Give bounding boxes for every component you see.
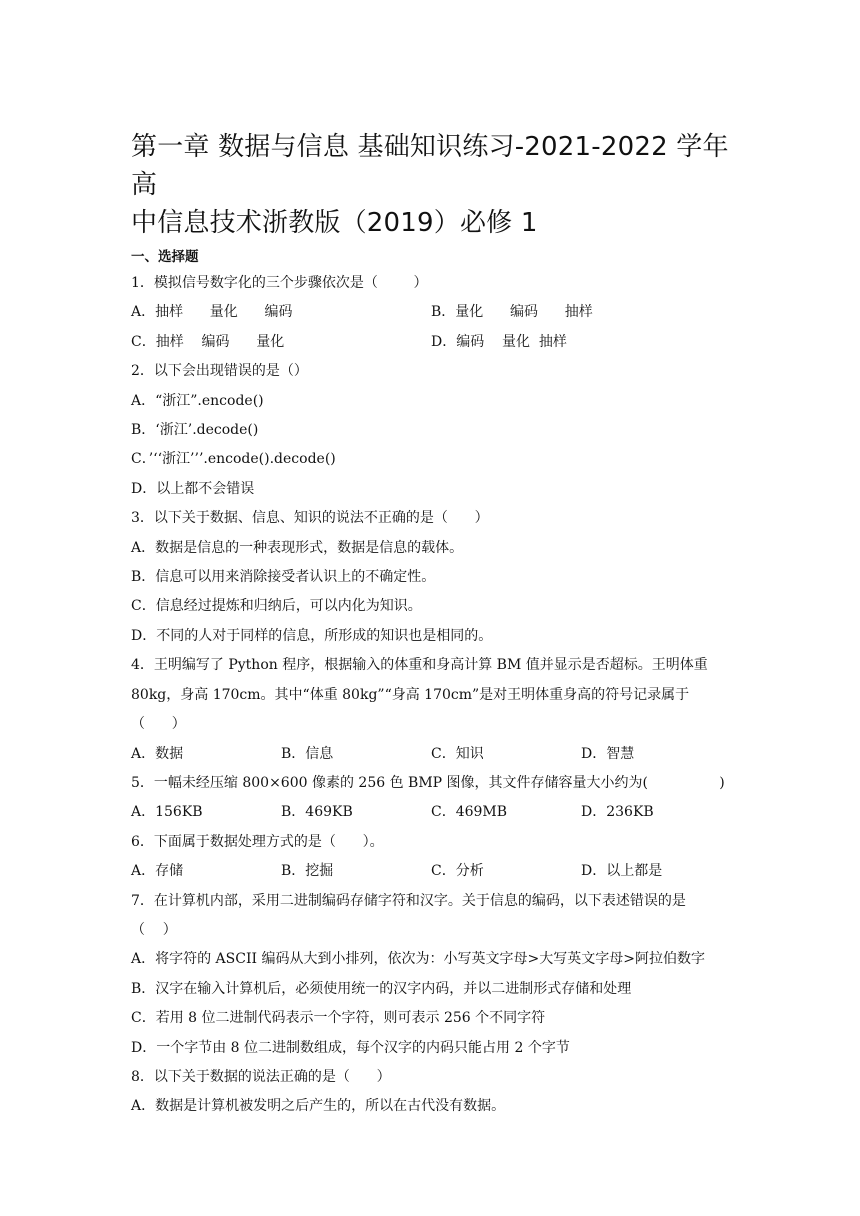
title-line-2: 中信息技术浙教版（2019）必修 1 xyxy=(131,208,538,238)
question-4-stem-line-3: （ ） xyxy=(131,716,186,733)
question-1-options-row-1 xyxy=(131,298,731,327)
question-1-options-row-2 xyxy=(131,328,731,357)
question-8-stem: 8．以下关于数据的说法正确的是（ ） xyxy=(131,1068,391,1085)
option-d: D．智慧 xyxy=(581,745,635,762)
option-b: B．汉字在输入计算机后，必须使用统一的汉字内码，并以二进制形式存储和处理 xyxy=(131,980,632,997)
option-c: C．信息经过提炼和归纳后，可以内化为知识。 xyxy=(131,598,422,615)
question-4-stem-line-1: 4．王明编写了 Python 程序，根据输入的体重和身高计算 BM 值并显示是否超标。王明体重 xyxy=(131,657,708,674)
option-d: D．以上都不会错误 xyxy=(131,480,255,497)
option-a: A．156KB xyxy=(131,804,203,821)
question-6-options xyxy=(131,857,731,886)
option-b: B．信息 xyxy=(281,745,334,762)
option-c: C．469MB xyxy=(431,804,508,821)
option-d: D．236KB xyxy=(581,804,654,821)
option-c: C．知识 xyxy=(431,745,484,762)
option-a: A．“浙江”.encode() xyxy=(131,392,264,409)
option-d: D．不同的人对于同样的信息，所形成的知识也是相同的。 xyxy=(131,627,493,644)
option-a: A．数据是计算机被发明之后产生的，所以在古代没有数据。 xyxy=(131,1098,506,1115)
question-7-stem-line-2: （ ） xyxy=(131,921,177,938)
option-d: D．一个字节由 8 位二进制数组成，每个汉字的内码只能占用 2 个字节 xyxy=(131,1039,570,1056)
question-2-stem: 2．以下会出现错误的是（） xyxy=(131,363,308,380)
option-a: A．抽样 量化 编码 xyxy=(131,304,293,321)
section-heading: 一、选择题 xyxy=(131,249,199,265)
question-7-stem-line-1: 7．在计算机内部，采用二进制编码存储字符和汉字。关于信息的编码，以下表述错误的是 xyxy=(131,892,686,909)
question-1-stem: 1．模拟信号数字化的三个步骤依次是（ ） xyxy=(131,275,428,291)
option-c: C．若用 8 位二进制代码表示一个字符，则可表示 256 个不同字符 xyxy=(131,1010,546,1027)
option-d: D．以上都是 xyxy=(581,863,663,880)
document-page xyxy=(131,128,731,1122)
option-b: B．挖掘 xyxy=(281,863,334,880)
option-b: B．‘浙江’.decode() xyxy=(131,422,259,439)
option-c: C．分析 xyxy=(431,863,484,880)
option-c: C．’‘‘浙江’’’.encode().decode() xyxy=(131,451,336,468)
question-5-stem: 5．一幅未经压缩 800×600 像素的 256 色 BMP 图像，其文件存储容量大小约为( ) xyxy=(131,774,725,791)
option-d: D．编码 量化 抽样 xyxy=(431,333,567,350)
question-4-options xyxy=(131,740,731,769)
document-title xyxy=(131,128,731,242)
question-3-stem: 3．以下关于数据、信息、知识的说法不正确的是（ ） xyxy=(131,510,489,527)
option-a: A．将字符的 ASCII 编码从大到小排列，依次为：小写英文字母>大写英文字母>阿拉伯数字 xyxy=(131,951,705,968)
question-4-stem-line-2: 80kg，身高 170cm。其中“体重 80kg”“身高 170cm”是对王明体重身高的符号记录属于 xyxy=(131,686,690,703)
option-b: B．量化 编码 抽样 xyxy=(431,304,593,321)
question-6-stem: 6．下面属于数据处理方式的是（ ）。 xyxy=(131,833,384,850)
title-line-1: 第一章 数据与信息 基础知识练习-2021-2022 学年高 xyxy=(131,132,729,200)
option-a: A．数据是信息的一种表现形式，数据是信息的载体。 xyxy=(131,539,464,556)
question-5-options xyxy=(131,798,731,827)
option-a: A．存储 xyxy=(131,863,184,880)
option-b: B．信息可以用来消除接受者认识上的不确定性。 xyxy=(131,569,436,586)
option-c: C．抽样 编码 量化 xyxy=(131,333,285,350)
option-a: A．数据 xyxy=(131,745,184,762)
option-b: B．469KB xyxy=(281,804,353,821)
